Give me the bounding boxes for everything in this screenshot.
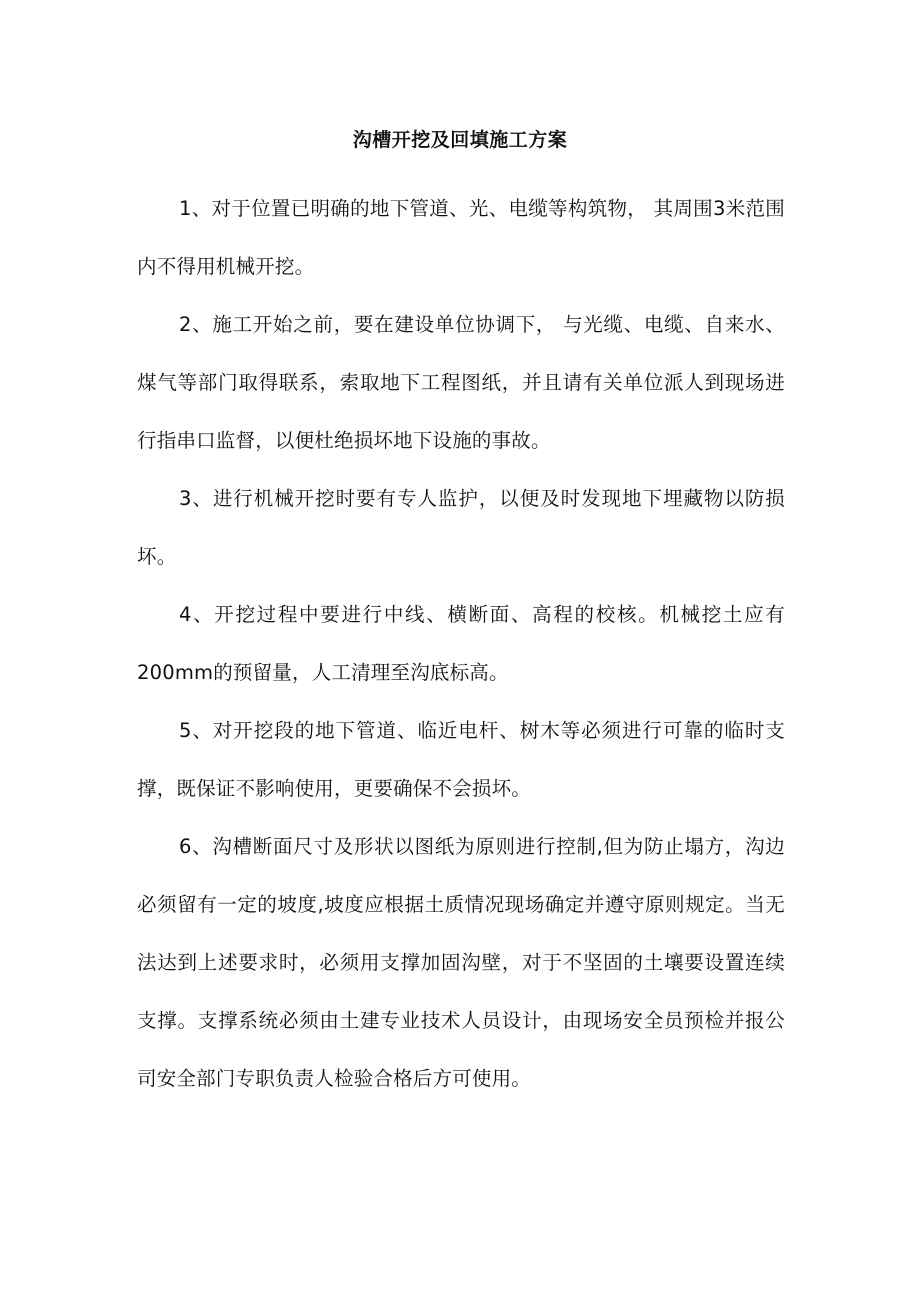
paragraph-2: 2、施工开始之前，要在建设单位协调下， 与光缆、电缆、自来水、煤气等部门取得联系，索取地下工程图纸，并且请有关单位派人到现场进行指串口监督，以便杜绝损坏地下设施的事故。: [137, 313, 785, 452]
paragraph-5: 5、对开挖段的地下管道、临近电杆、树木等必须进行可靠的临时支撑，既保证不影响使用，更要确保不会损坏。: [137, 719, 785, 800]
paragraph-3: 3、进行机械开挖时要有专人监护，以便及时发现地下埋藏物以防损坏。: [137, 487, 785, 568]
document-title: 沟槽开挖及回填施工方案: [352, 129, 568, 151]
paragraph-4: 4、开挖过程中要进行中线、横断面、高程的校核。机械挖土应有200mm的预留量，人工清理至沟底标高。: [137, 603, 785, 684]
paragraph-6: 6、沟槽断面尺寸及形状以图纸为原则进行控制,但为防止塌方，沟边必须留有一定的坡度,坡度应根据土质情况现场确定并遵守原则规定。当无法达到上述要求时，必须用支撑加固沟壁，对于不坚固的土壤要设置连续支撑。支撑系统必须由土建专业技术人员设计，由现场安全员预检并报公司安全部门专职负责人检验合格后方可使用。: [137, 835, 785, 1090]
paragraph-1: 1、对于位置已明确的地下管道、光、电缆等构筑物， 其周围3米范围内不得用机械开挖。: [137, 197, 785, 278]
